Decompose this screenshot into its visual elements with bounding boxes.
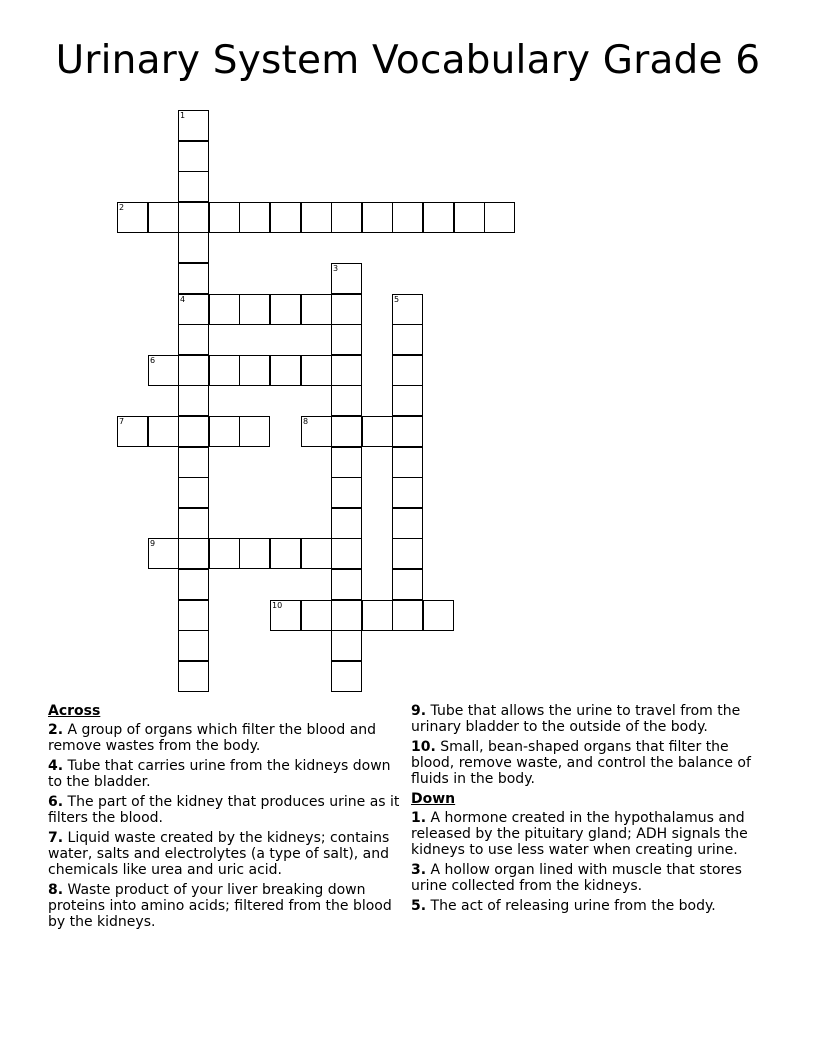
grid-cell[interactable] [178, 416, 209, 447]
grid-cell[interactable] [331, 538, 362, 569]
grid-cell[interactable] [209, 202, 240, 233]
grid-cell[interactable] [331, 202, 362, 233]
grid-cell[interactable] [178, 661, 209, 692]
grid-cell[interactable] [454, 202, 485, 233]
grid-cell[interactable] [178, 538, 209, 569]
cell-number: 7 [119, 417, 125, 426]
cell-number: 4 [180, 295, 186, 304]
grid-cell[interactable] [301, 538, 332, 569]
clue-number: 9 [411, 703, 421, 719]
grid-cell[interactable] [331, 294, 362, 325]
grid-cell[interactable] [209, 416, 240, 447]
clue-text: The act of releasing urine from the body. [430, 898, 716, 914]
grid-cell[interactable] [392, 538, 423, 569]
cell-number: 5 [394, 295, 400, 304]
clue-number: 3 [411, 862, 421, 878]
clue-text: Tube that carries urine from the kidneys down to the bladder. [48, 758, 391, 790]
clue-text: A group of organs which filter the blood and remove wastes from the body. [48, 722, 377, 754]
grid-cell[interactable] [209, 538, 240, 569]
clue-number: 1 [411, 810, 421, 826]
grid-cell[interactable] [331, 569, 362, 600]
clue-text: Tube that allows the urine to travel from the urinary bladder to the outside of the body. [411, 703, 741, 735]
grid-cell[interactable] [331, 630, 362, 661]
down-heading: Down [411, 791, 456, 807]
grid-cell[interactable] [392, 324, 423, 355]
clue-text: A hormone created in the hypothalamus and released by the pituitary gland; ADH signals the kidneys to use less water when creating urine. [411, 810, 748, 858]
grid-cell[interactable] [239, 202, 270, 233]
grid-cell[interactable] [178, 171, 209, 202]
clue-across-4: 4. Tube that carries urine from the kidneys down to the bladder. [48, 758, 391, 790]
clue-across-9: 9. Tube that allows the urine to travel from the urinary bladder to the outside of the body. [411, 703, 741, 735]
grid-cell[interactable] [331, 447, 362, 478]
clue-number: 10 [411, 739, 431, 755]
clue-text: The part of the kidney that produces urine as it filters the blood. [48, 794, 400, 826]
grid-cell[interactable] [331, 385, 362, 416]
clue-column-right [411, 703, 771, 918]
grid-cell[interactable] [178, 355, 209, 386]
grid-cell[interactable] [117, 202, 148, 233]
grid-cell[interactable] [270, 202, 301, 233]
grid-cell[interactable] [423, 600, 454, 631]
grid-cell[interactable] [331, 600, 362, 631]
grid-cell[interactable] [331, 324, 362, 355]
grid-cell[interactable] [178, 110, 209, 141]
grid-cell[interactable] [270, 538, 301, 569]
clue-number: 7 [48, 830, 58, 846]
grid-cell[interactable] [484, 202, 515, 233]
grid-cell[interactable] [148, 538, 179, 569]
clue-column-left [48, 703, 408, 934]
grid-cell[interactable] [331, 661, 362, 692]
grid-cell[interactable] [148, 355, 179, 386]
cell-number: 9 [150, 539, 156, 548]
cell-number: 1 [180, 111, 186, 120]
clue-number: 2 [48, 722, 58, 738]
grid-cell[interactable] [270, 294, 301, 325]
grid-cell[interactable] [392, 294, 423, 325]
clue-down-5: 5. The act of releasing urine from the body. [411, 898, 716, 914]
grid-cell[interactable] [178, 263, 209, 294]
grid-cell[interactable] [331, 508, 362, 539]
grid-cell[interactable] [392, 508, 423, 539]
clue-across-2: 2. A group of organs which filter the blood and remove wastes from the body. [48, 722, 377, 754]
clue-across-7: 7. Liquid waste created by the kidneys; contains water, salts and electrolytes (a type of salt), and chemicals like urea and uric acid. [48, 830, 390, 878]
cell-number: 8 [303, 417, 309, 426]
grid-cell[interactable] [331, 477, 362, 508]
cell-number: 2 [119, 203, 125, 212]
grid-cell[interactable] [392, 416, 423, 447]
grid-cell[interactable] [148, 416, 179, 447]
clue-number: 5 [411, 898, 421, 914]
grid-cell[interactable] [178, 385, 209, 416]
grid-cell[interactable] [209, 294, 240, 325]
grid-cell[interactable] [148, 202, 179, 233]
clue-across-10: 10. Small, bean-shaped organs that filter the blood, remove waste, and control the balance of fluids in the body. [411, 739, 751, 787]
grid-cell[interactable] [362, 416, 393, 447]
grid-cell[interactable] [239, 294, 270, 325]
clue-text: Small, bean-shaped organs that filter the blood, remove waste, and control the balance of fluids in the body. [411, 739, 751, 787]
grid-cell[interactable] [178, 447, 209, 478]
cell-number: 10 [272, 601, 283, 610]
page-title: Urinary System Vocabulary Grade 6 [55, 38, 761, 83]
grid-cell[interactable] [331, 263, 362, 294]
grid-cell[interactable] [362, 202, 393, 233]
clue-number: 6 [48, 794, 58, 810]
grid-cell[interactable] [209, 355, 240, 386]
grid-cell[interactable] [301, 294, 332, 325]
grid-cell[interactable] [178, 232, 209, 263]
clue-text: Liquid waste created by the kidneys; contains water, salts and electrolytes (a type of salt), and chemicals like urea and uric acid. [48, 830, 390, 878]
grid-cell[interactable] [178, 294, 209, 325]
grid-cell[interactable] [392, 202, 423, 233]
grid-cell[interactable] [392, 569, 423, 600]
clue-number: 8 [48, 882, 58, 898]
grid-cell[interactable] [178, 141, 209, 172]
grid-cell[interactable] [301, 416, 332, 447]
grid-cell[interactable] [178, 202, 209, 233]
grid-cell[interactable] [301, 600, 332, 631]
grid-cell[interactable] [392, 477, 423, 508]
clue-across-8: 8. Waste product of your liver breaking down proteins into amino acids; filtered from the blood by the kidneys. [48, 882, 392, 930]
grid-cell[interactable] [178, 508, 209, 539]
grid-cell[interactable] [392, 600, 423, 631]
clue-down-3: 3. A hollow organ lined with muscle that stores urine collected from the kidneys. [411, 862, 742, 894]
cell-number: 3 [333, 264, 339, 273]
grid-cell[interactable] [270, 600, 301, 631]
grid-cell[interactable] [178, 600, 209, 631]
across-heading: Across [48, 703, 101, 719]
grid-cell[interactable] [331, 416, 362, 447]
grid-cell[interactable] [239, 355, 270, 386]
cell-number: 6 [150, 356, 156, 365]
grid-cell[interactable] [117, 416, 148, 447]
clue-number: 4 [48, 758, 58, 774]
grid-cell[interactable] [362, 600, 393, 631]
grid-cell[interactable] [239, 538, 270, 569]
grid-cell[interactable] [270, 355, 301, 386]
clue-down-1: 1. A hormone created in the hypothalamus and released by the pituitary gland; ADH signals the kidneys to use less water when creating urine. [411, 810, 748, 858]
grid-cell[interactable] [423, 202, 454, 233]
grid-cell[interactable] [301, 202, 332, 233]
grid-cell[interactable] [239, 416, 270, 447]
grid-cell[interactable] [392, 447, 423, 478]
grid-cell[interactable] [392, 355, 423, 386]
clue-across-6: 6. The part of the kidney that produces urine as it filters the blood. [48, 794, 400, 826]
grid-cell[interactable] [178, 630, 209, 661]
clue-text: A hollow organ lined with muscle that stores urine collected from the kidneys. [411, 862, 742, 894]
grid-cell[interactable] [178, 569, 209, 600]
grid-cell[interactable] [178, 477, 209, 508]
grid-cell[interactable] [331, 355, 362, 386]
grid-cell[interactable] [392, 385, 423, 416]
grid-cell[interactable] [301, 355, 332, 386]
grid-cell[interactable] [178, 324, 209, 355]
clue-text: Waste product of your liver breaking down proteins into amino acids; filtered from the blood by the kidneys. [48, 882, 392, 930]
